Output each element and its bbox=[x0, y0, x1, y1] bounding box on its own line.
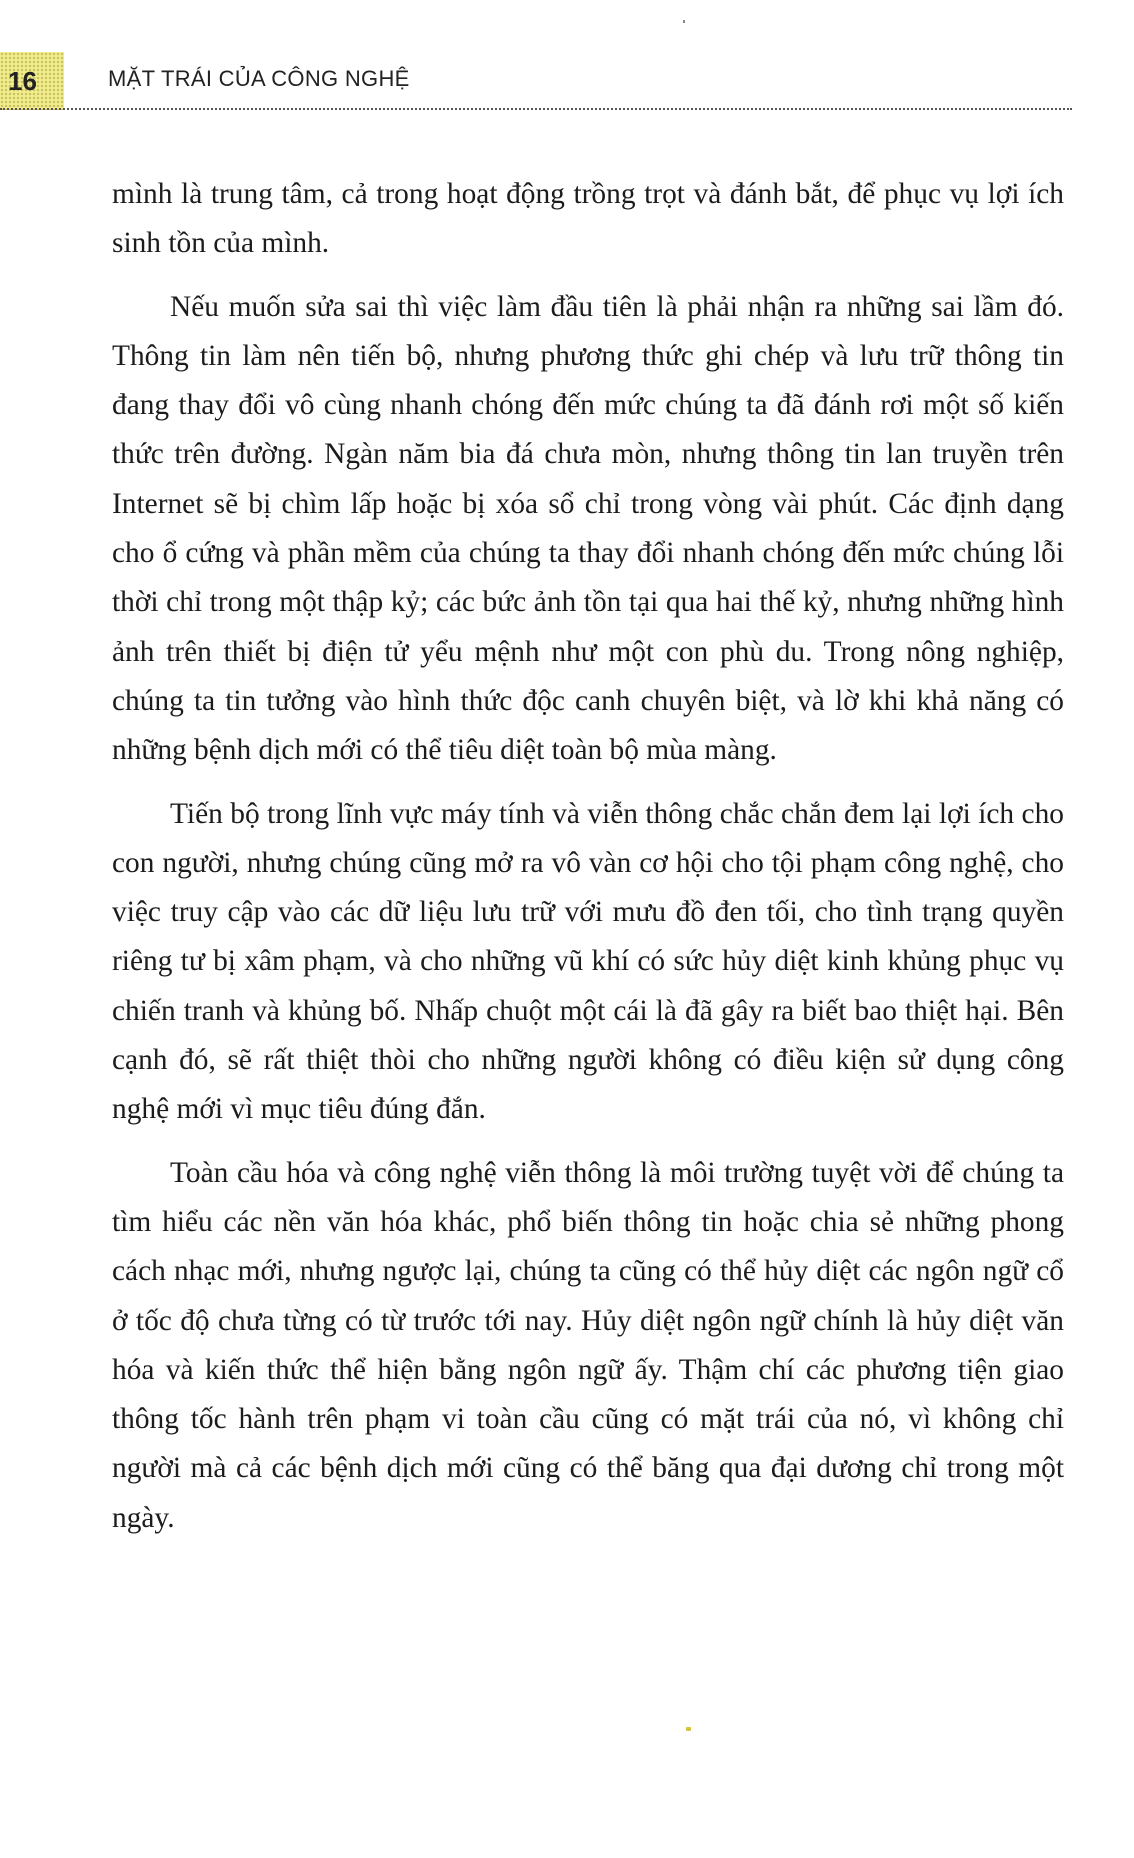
paragraph: Nếu muốn sửa sai thì việc làm đầu tiên là phải nhận ra những sai lầm đó. Thông tin làm nên tiến bộ, nhưng phương thức ghi chép và lưu trữ thông tin đang thay đổi vô cùng nhanh chóng đến mức chúng ta đã đánh rơi một số kiến thức trên đường. Ngàn năm bia đá chưa mòn, nhưng thông tin lan truyền trên Internet sẽ bị chìm lấp hoặc bị xóa sổ chỉ trong vòng vài phút. Các định dạng cho ổ cứng và phần mềm của chúng ta thay đổi nhanh chóng đến mức chúng lỗi thời chỉ trong một thập kỷ; các bức ảnh tồn tại qua hai thế kỷ, nhưng những hình ảnh trên thiết bị điện tử yểu mệnh như một con phù du. Trong nông nghiệp, chúng ta tin tưởng vào hình thức độc canh chuyên biệt, và lờ khi khả năng có những bệnh dịch mới có thể tiêu diệt toàn bộ mùa màng. bbox=[112, 290, 1064, 767]
paragraph: Toàn cầu hóa và công nghệ viễn thông là môi trường tuyệt vời để chúng ta tìm hiểu các nền văn hóa khác, phổ biến thông tin hoặc chia sẻ những phong cách nhạc mới, nhưng ngược lại, chúng ta cũng có thể hủy diệt các ngôn ngữ cổ ở tốc độ chưa từng có từ trước tới nay. Hủy diệt ngôn ngữ chính là hủy diệt văn hóa và kiến thức thể hiện bằng ngôn ngữ ấy. Thậm chí các phương tiện giao thông tốc hành trên phạm vi toàn cầu cũng có mặt trái của nó, vì không chỉ người mà cả các bệnh dịch mới cũng có thể băng qua đại dương chỉ trong một ngày. bbox=[112, 1156, 1064, 1534]
body-text bbox=[112, 170, 1064, 1543]
print-speck bbox=[686, 1727, 691, 1731]
running-header-title: MẶT TRÁI CỦA CÔNG NGHỆ bbox=[108, 66, 410, 91]
paragraph-continued: mình là trung tâm, cả trong hoạt động trồng trọt và đánh bắt, để phục vụ lợi ích sinh tồn của mình. bbox=[112, 178, 1064, 260]
print-speck bbox=[683, 20, 685, 23]
header-divider bbox=[0, 108, 1072, 110]
paragraph: Tiến bộ trong lĩnh vực máy tính và viễn thông chắc chắn đem lại lợi ích cho con người, nhưng chúng cũng mở ra vô vàn cơ hội cho tội phạm công nghệ, cho việc truy cập vào các dữ liệu lưu trữ với mưu đồ đen tối, cho tình trạng quyền riêng tư bị xâm phạm, và cho những vũ khí có sức hủy diệt kinh khủng phục vụ chiến tranh và khủng bố. Nhấp chuột một cái là đã gây ra biết bao thiệt hại. Bên cạnh đó, sẽ rất thiệt thòi cho những người không có điều kiện sử dụng công nghệ mới vì mục tiêu đúng đắn. bbox=[112, 797, 1064, 1126]
page-number: 16 bbox=[8, 66, 37, 96]
